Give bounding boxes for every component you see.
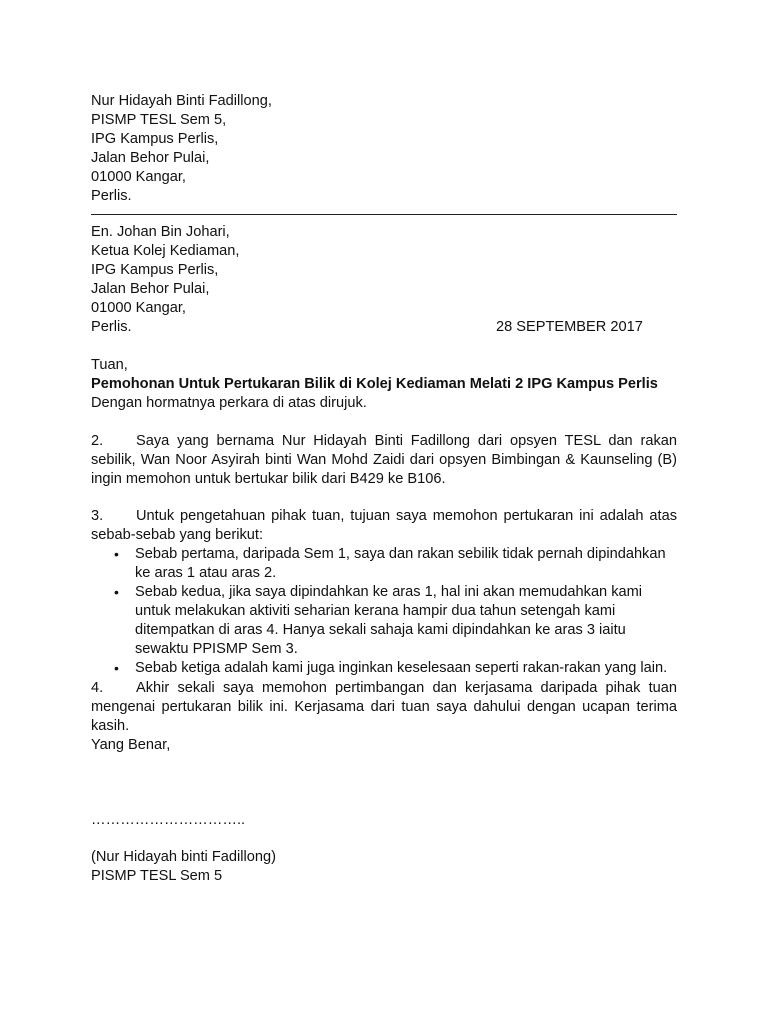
bullet-icon: • [114,546,119,562]
letter-date: 28 SEPTEMBER 2017 [496,319,643,335]
sender-institution: IPG Kampus Perlis, [91,131,219,147]
recipient-name: En. Johan Bin Johari, [91,224,230,240]
paragraph-3 [91,507,677,678]
list-item [91,545,677,583]
closing-text: Yang Benar, [91,737,171,753]
bullet-icon: • [114,584,119,600]
list-item [91,583,677,659]
signatory [91,848,677,886]
recipient-institution: IPG Kampus Perlis, [91,262,219,278]
paragraph-4-text: Akhir sekali saya memohon pertimbangan dan kerjasama daripada pihak tuan mengenai pertukaran bilik ini. Kerjasama dari tuan saya dahului dengan ucapan terima kasih. [91,680,677,734]
signatory-name: (Nur Hidayah binti Fadillong) [91,849,276,865]
paragraph-3-number: 3. [91,508,104,524]
sender-street: Jalan Behor Pulai, [91,150,210,166]
paragraph-4-number: 4. [91,680,104,696]
recipient-street: Jalan Behor Pulai, [91,281,210,297]
sender-postcode: 01000 Kangar, [91,169,186,185]
list-item [91,659,677,678]
salutation: Tuan, [91,357,128,373]
sender-name: Nur Hidayah Binti Fadillong, [91,93,272,109]
sender-program: PISMP TESL Sem 5, [91,112,227,128]
reason-2-text: Sebab kedua, jika saya dipindahkan ke aras 1, hal ini akan memudahkan kami untuk melakukan aktiviti seharian kerana hampir dua tahun setengah kami ditempatkan di aras 4. Hanya sekali sahaja kami dipindahkan ke aras 3 iaitu sewaktu PPISMP Sem 3. [135,584,643,657]
paragraph-4 [91,679,677,736]
separator-line [91,214,677,215]
recipient-position: Ketua Kolej Kediaman, [91,243,240,259]
bullet-icon: • [114,660,119,676]
reference-line: Dengan hormatnya perkara di atas dirujuk. [91,395,367,411]
reasons-list [91,545,677,678]
recipient-state: Perlis. [91,319,132,335]
subject-line: Pemohonan Untuk Pertukaran Bilik di Kolej Kediaman Melati 2 IPG Kampus Perlis [91,376,658,392]
sender-address [91,92,677,206]
reason-1-text: Sebab pertama, daripada Sem 1, saya dan rakan sebilik tidak pernah dipindahkan ke aras 1 atau aras 2. [135,546,666,581]
closing [91,736,677,755]
reason-3-text: Sebab ketiga adalah kami juga inginkan keselesaan seperti rakan-rakan yang lain. [135,660,668,676]
paragraph-2 [91,432,677,489]
paragraph-3-text: Untuk pengetahuan pihak tuan, tujuan saya memohon pertukaran ini adalah atas sebab-sebab yang berikut: [91,508,677,543]
letter-opening [91,356,677,413]
recipient-postcode: 01000 Kangar, [91,300,186,316]
paragraph-2-number: 2. [91,433,104,449]
signature-area [91,811,677,830]
signatory-title: PISMP TESL Sem 5 [91,868,223,884]
sender-state: Perlis. [91,188,132,204]
signature-line: ………………………….. [91,812,246,828]
paragraph-2-text: Saya yang bernama Nur Hidayah Binti Fadillong dari opsyen TESL dan rakan sebilik, Wan Noor Asyirah binti Wan Mohd Zaidi dari opsyen Bimbingan & Kaunseling (B) ingin memohon untuk bertukar bilik dari B429 ke B106. [91,433,677,487]
